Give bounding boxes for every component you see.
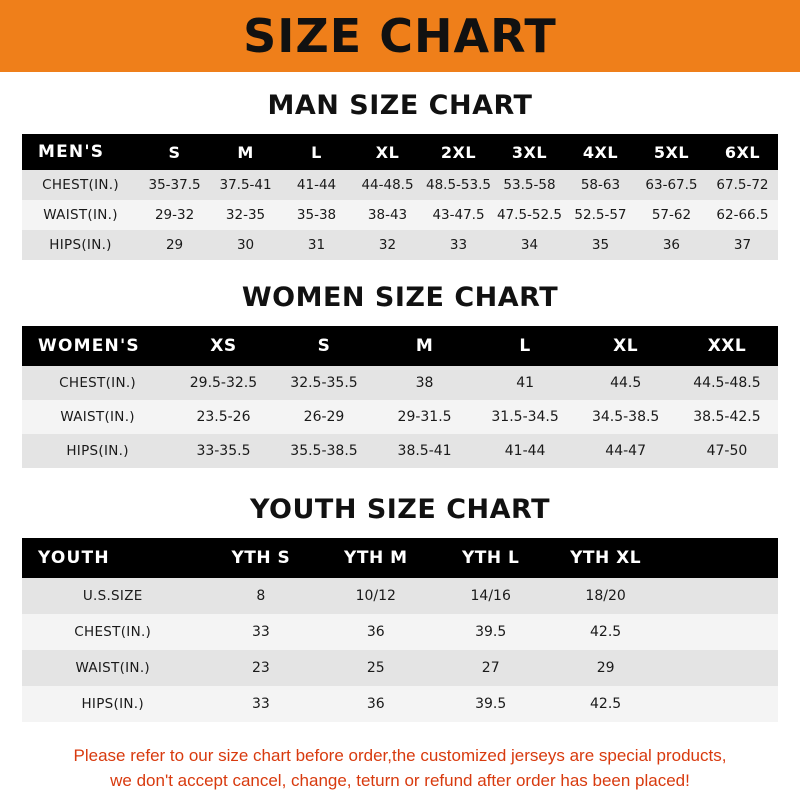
cell: 43-47.5: [423, 200, 494, 230]
cell: 44.5-48.5: [676, 366, 778, 400]
cell: [663, 578, 778, 614]
man-size-table: [22, 134, 778, 260]
header-banner: [0, 0, 800, 72]
table-row: [22, 434, 778, 468]
cell: 63-67.5: [636, 170, 707, 200]
cell: 31.5-34.5: [475, 400, 576, 434]
table-row: [22, 170, 778, 200]
column-header-6xl: 6XL: [724, 142, 761, 162]
youth-section-title: YOUTH SIZE CHART: [249, 494, 551, 525]
column-header-l: L: [519, 336, 531, 356]
column-header-4xl: 4XL: [582, 142, 619, 162]
cell: 62-66.5: [707, 200, 778, 230]
table-row: [22, 400, 778, 434]
column-header-2xl: 2XL: [440, 142, 477, 162]
cell: 29: [548, 650, 663, 686]
cell: 36: [318, 614, 433, 650]
table-header-row: [22, 326, 778, 366]
column-header-youth: YOUTH: [38, 548, 110, 568]
cell: 38-43: [352, 200, 423, 230]
cell: 34: [494, 230, 565, 260]
cell: 38.5-41: [374, 434, 475, 468]
cell: 23.5-26: [173, 400, 274, 434]
cell: 42.5: [548, 614, 663, 650]
youth-size-table: [22, 538, 778, 722]
cell: 38.5-42.5: [676, 400, 778, 434]
table-row: [22, 578, 778, 614]
column-header-l: L: [311, 142, 322, 162]
cell: 29: [139, 230, 210, 260]
row-label-waist: WAIST(IN.): [22, 200, 139, 230]
cell: 33: [423, 230, 494, 260]
cell: 33: [203, 686, 318, 722]
cell: 34.5-38.5: [575, 400, 676, 434]
row-label-hips: HIPS(IN.): [22, 686, 203, 722]
cell: [663, 686, 778, 722]
cell: [663, 650, 778, 686]
column-header-yth-xl: YTH XL: [570, 548, 642, 568]
table-row: [22, 686, 778, 722]
chart-content: [0, 90, 800, 793]
cell: 52.5-57: [565, 200, 636, 230]
women-section-title: WOMEN SIZE CHART: [241, 282, 559, 313]
cell: 29.5-32.5: [173, 366, 274, 400]
cell: 27: [433, 650, 548, 686]
row-label-waist: WAIST(IN.): [22, 650, 203, 686]
column-header-xs: XS: [210, 336, 237, 356]
cell: 23: [203, 650, 318, 686]
cell: 18/20: [548, 578, 663, 614]
column-header-womens: WOMEN'S: [38, 336, 140, 356]
cell: 53.5-58: [494, 170, 565, 200]
cell: 10/12: [318, 578, 433, 614]
cell: 41: [475, 366, 576, 400]
cell: 25: [318, 650, 433, 686]
table-row: [22, 366, 778, 400]
column-header-s: S: [317, 336, 331, 356]
row-label-hips: HIPS(IN.): [22, 434, 173, 468]
table-row: [22, 200, 778, 230]
cell: [663, 614, 778, 650]
column-header-5xl: 5XL: [653, 142, 690, 162]
row-label-chest: CHEST(IN.): [22, 614, 203, 650]
cell: 47-50: [676, 434, 778, 468]
table-header-row: [22, 134, 778, 170]
cell: 44-48.5: [352, 170, 423, 200]
cell: 38: [374, 366, 475, 400]
row-label-us-size: U.S.SIZE: [22, 578, 203, 614]
footer-line-2: we don't accept cancel, change, teturn or refund after order has been placed!: [110, 770, 690, 790]
cell: 41-44: [475, 434, 576, 468]
cell: 32-35: [210, 200, 281, 230]
footer-line-1: Please refer to our size chart before order,the customized jerseys are special products,: [73, 746, 727, 765]
cell: 32: [352, 230, 423, 260]
women-size-table: [22, 326, 778, 468]
cell: 36: [318, 686, 433, 722]
cell: 26-29: [274, 400, 375, 434]
footer-disclaimer: [22, 744, 778, 793]
page-title: SIZE CHART: [243, 9, 557, 63]
cell: 47.5-52.5: [494, 200, 565, 230]
cell: 14/16: [433, 578, 548, 614]
cell: 37.5-41: [210, 170, 281, 200]
cell: 32.5-35.5: [274, 366, 375, 400]
column-header-m: M: [237, 142, 254, 162]
row-label-waist: WAIST(IN.): [22, 400, 173, 434]
column-header-yth-s: YTH S: [231, 548, 291, 568]
cell: 39.5: [433, 686, 548, 722]
cell: 41-44: [281, 170, 352, 200]
cell: 29-31.5: [374, 400, 475, 434]
column-header-xl: XL: [375, 142, 400, 162]
table-header-row: [22, 538, 778, 578]
cell: 48.5-53.5: [423, 170, 494, 200]
row-label-hips: HIPS(IN.): [22, 230, 139, 260]
cell: 39.5: [433, 614, 548, 650]
column-header-xl: XL: [613, 336, 639, 356]
cell: 37: [707, 230, 778, 260]
column-header-xxl: XXL: [707, 336, 747, 356]
row-label-chest: CHEST(IN.): [22, 366, 173, 400]
column-header-3xl: 3XL: [511, 142, 548, 162]
cell: 35.5-38.5: [274, 434, 375, 468]
cell: 67.5-72: [707, 170, 778, 200]
cell: 35-37.5: [139, 170, 210, 200]
column-header-empty: [663, 538, 778, 578]
table-row: [22, 614, 778, 650]
cell: 42.5: [548, 686, 663, 722]
table-row: [22, 650, 778, 686]
column-header-yth-l: YTH L: [462, 548, 520, 568]
cell: 31: [281, 230, 352, 260]
cell: 30: [210, 230, 281, 260]
cell: 44-47: [575, 434, 676, 468]
table-row: [22, 230, 778, 260]
cell: 35: [565, 230, 636, 260]
cell: 33: [203, 614, 318, 650]
man-section-title: MAN SIZE CHART: [267, 90, 533, 121]
cell: 8: [203, 578, 318, 614]
cell: 35-38: [281, 200, 352, 230]
cell: 29-32: [139, 200, 210, 230]
cell: 44.5: [575, 366, 676, 400]
column-header-men: MEN'S: [38, 142, 105, 162]
cell: 58-63: [565, 170, 636, 200]
column-header-s: S: [168, 142, 181, 162]
cell: 33-35.5: [173, 434, 274, 468]
column-header-yth-m: YTH M: [344, 548, 408, 568]
row-label-chest: CHEST(IN.): [22, 170, 139, 200]
column-header-m: M: [415, 336, 434, 356]
cell: 36: [636, 230, 707, 260]
cell: 57-62: [636, 200, 707, 230]
